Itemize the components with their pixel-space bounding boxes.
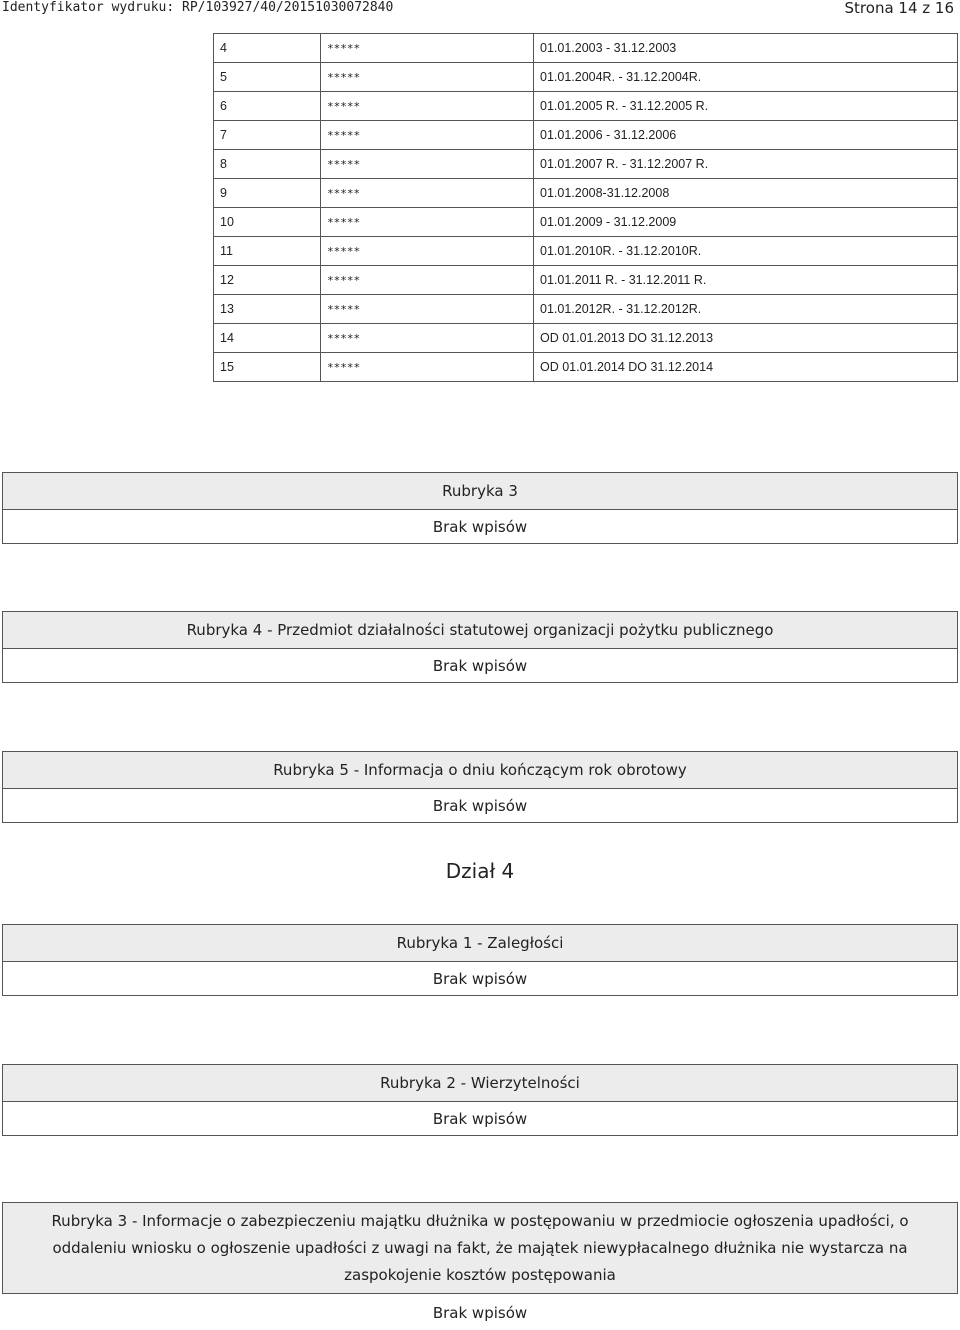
row-value: ***** xyxy=(321,63,534,92)
row-period: OD 01.01.2014 DO 31.12.2014 xyxy=(534,353,958,382)
section-title: Rubryka 4 - Przedmiot działalności statutowej organizacji pożytku publicznego xyxy=(3,612,957,649)
table-row xyxy=(214,324,958,353)
section-dzial4-rubryka-2 xyxy=(2,1064,958,1136)
row-number: 7 xyxy=(214,121,321,150)
section-title: Rubryka 1 - Zaległości xyxy=(3,925,957,962)
table-row xyxy=(214,266,958,295)
table-row xyxy=(214,179,958,208)
row-number: 12 xyxy=(214,266,321,295)
row-number: 13 xyxy=(214,295,321,324)
row-number: 10 xyxy=(214,208,321,237)
row-value: ***** xyxy=(321,150,534,179)
table-row xyxy=(214,295,958,324)
table-row xyxy=(214,63,958,92)
row-value: ***** xyxy=(321,295,534,324)
table-row xyxy=(214,150,958,179)
row-value: ***** xyxy=(321,324,534,353)
row-period: 01.01.2012R. - 31.12.2012R. xyxy=(534,295,958,324)
section-body: Brak wpisów xyxy=(432,1109,528,1128)
section-dzial4-rubryka-3 xyxy=(2,1202,958,1294)
section-body: Brak wpisów xyxy=(432,656,528,675)
row-value: ***** xyxy=(321,237,534,266)
section-body: Brak wpisów xyxy=(432,969,528,988)
section-body: Brak wpisów xyxy=(432,517,528,536)
section-rubryka-5 xyxy=(2,751,958,823)
row-value: ***** xyxy=(321,179,534,208)
row-number: 8 xyxy=(214,150,321,179)
section-title: Rubryka 3 xyxy=(3,473,957,510)
row-number: 9 xyxy=(214,179,321,208)
row-period: 01.01.2006 - 31.12.2006 xyxy=(534,121,958,150)
history-table xyxy=(213,33,958,382)
row-period: OD 01.01.2013 DO 31.12.2013 xyxy=(534,324,958,353)
row-value: ***** xyxy=(321,208,534,237)
row-value: ***** xyxy=(321,34,534,63)
row-period: 01.01.2009 - 31.12.2009 xyxy=(534,208,958,237)
row-number: 6 xyxy=(214,92,321,121)
row-value: ***** xyxy=(321,266,534,295)
section-title: Rubryka 3 - Informacje o zabezpieczeniu majątku dłużnika w postępowaniu w przedmiocie ogłoszenia upadłości, o oddaleniu wniosku o ogłoszenie upadłości z uwagi na fakt, że majątek niewypłacalnego dłużnika nie wystarcza na zaspokojenie kosztów postępowania xyxy=(3,1203,957,1294)
section-title: Rubryka 5 - Informacja o dniu kończącym rok obrotowy xyxy=(3,752,957,789)
table-row xyxy=(214,353,958,382)
table-row xyxy=(214,92,958,121)
row-period: 01.01.2010R. - 31.12.2010R. xyxy=(534,237,958,266)
section-dzial4-rubryka-1 xyxy=(2,924,958,996)
table-row xyxy=(214,237,958,266)
row-value: ***** xyxy=(321,92,534,121)
page-header xyxy=(0,0,960,22)
row-number: 11 xyxy=(214,237,321,266)
row-number: 4 xyxy=(214,34,321,63)
history-table-body xyxy=(214,34,958,382)
table-row xyxy=(214,208,958,237)
row-period: 01.01.2008-31.12.2008 xyxy=(534,179,958,208)
print-identifier: Identyfikator wydruku: RP/103927/40/20151030072840 xyxy=(2,0,394,15)
row-period: 01.01.2005 R. - 31.12.2005 R. xyxy=(534,92,958,121)
row-period: 01.01.2011 R. - 31.12.2011 R. xyxy=(534,266,958,295)
section-rubryka-4 xyxy=(2,611,958,683)
row-period: 01.01.2007 R. - 31.12.2007 R. xyxy=(534,150,958,179)
row-number: 15 xyxy=(214,353,321,382)
row-number: 5 xyxy=(214,63,321,92)
row-period: 01.01.2003 - 31.12.2003 xyxy=(534,34,958,63)
section-body: Brak wpisów xyxy=(432,1304,528,1322)
section-body: Brak wpisów xyxy=(432,796,528,815)
section-title: Rubryka 2 - Wierzytelności xyxy=(3,1065,957,1102)
table-row xyxy=(214,34,958,63)
row-value: ***** xyxy=(321,121,534,150)
page-number: Strona 14 z 16 xyxy=(844,0,954,17)
table-row xyxy=(214,121,958,150)
row-period: 01.01.2004R. - 31.12.2004R. xyxy=(534,63,958,92)
row-number: 14 xyxy=(214,324,321,353)
row-value: ***** xyxy=(321,353,534,382)
section-rubryka-3 xyxy=(2,472,958,544)
dzial-4-title: Dział 4 xyxy=(445,859,515,883)
